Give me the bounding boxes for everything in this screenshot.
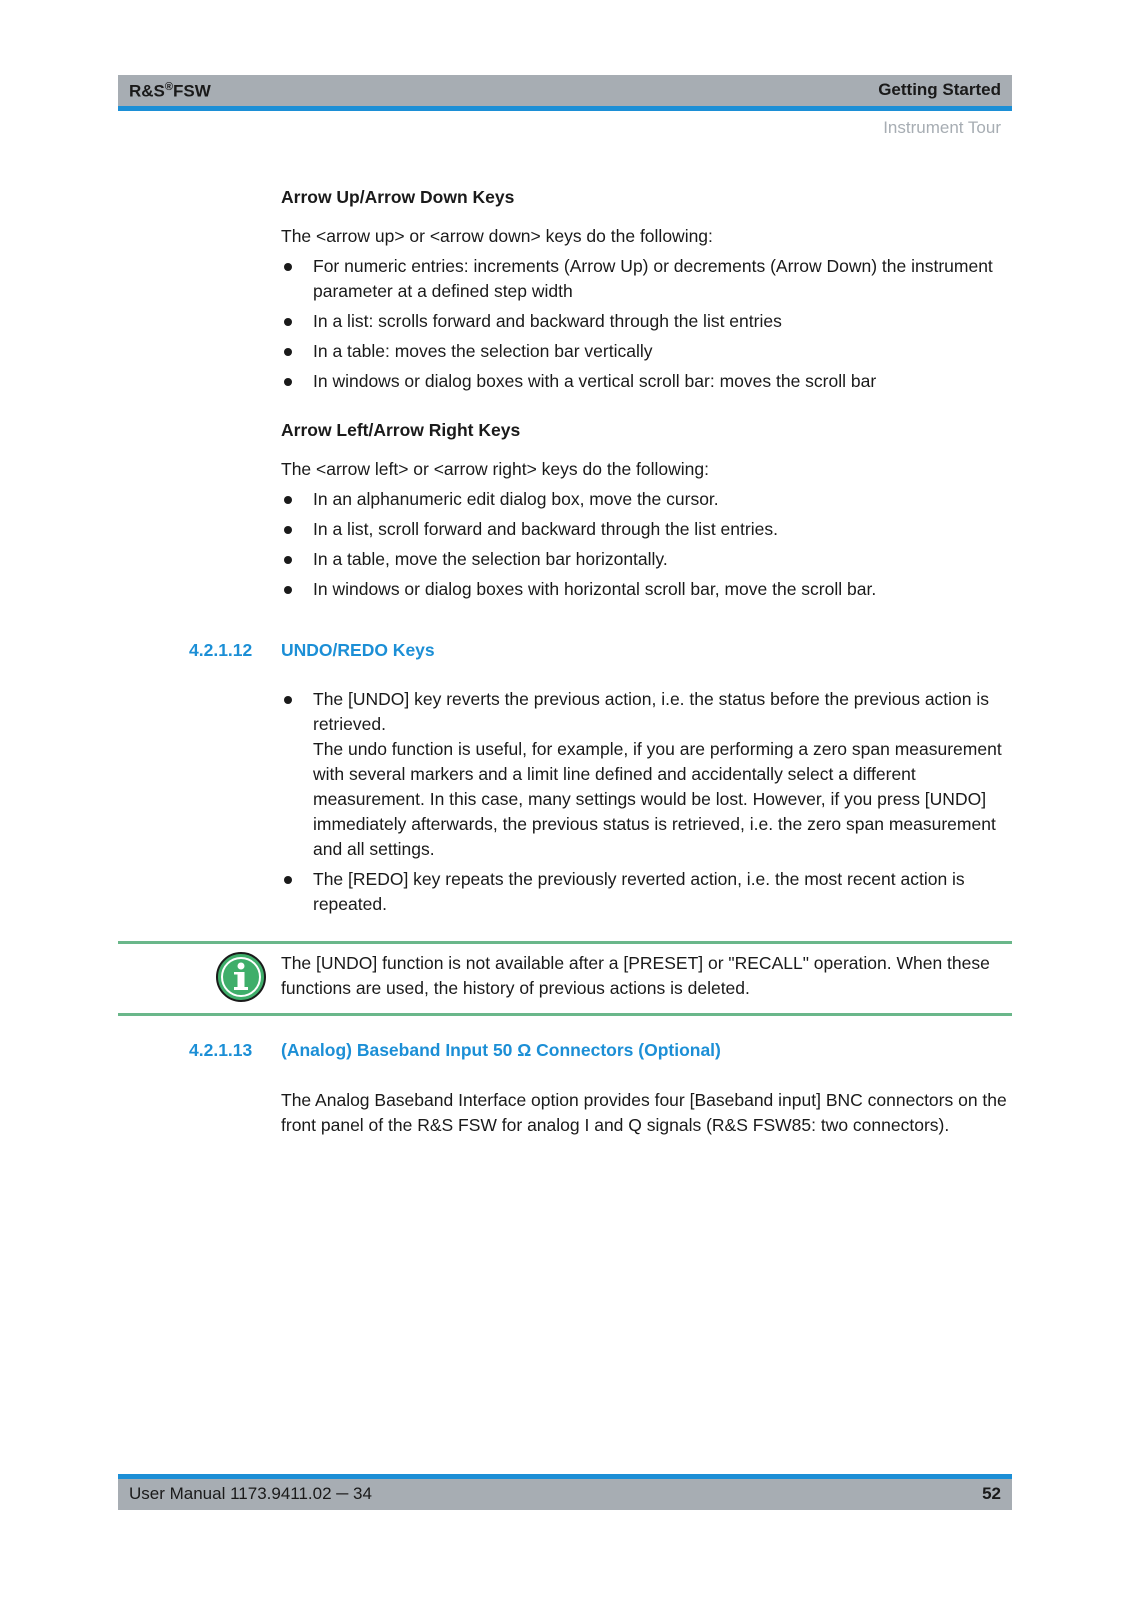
- header-chapter: Getting Started: [878, 80, 1001, 99]
- list-undo-redo: [281, 687, 1013, 922]
- undo-item-text: The [UNDO] key reverts the previous action, i.e. the status before the previous action is retrieved.: [313, 689, 990, 734]
- heading-arrow-leftright: Arrow Left/Arrow Right Keys: [281, 420, 521, 440]
- intro-arrow-leftright: The <arrow left> or <arrow right> keys do the following:: [281, 459, 709, 479]
- header-section: Instrument Tour: [883, 118, 1001, 137]
- note-rule-bottom: [118, 1013, 1012, 1016]
- footer-page-number: 52: [982, 1484, 1001, 1503]
- list-arrow-leftright: [281, 487, 1013, 607]
- list-item: In windows or dialog boxes with horizontal scroll bar, move the scroll bar.: [281, 577, 1013, 602]
- list-item: [281, 687, 1013, 862]
- section-number-baseband: 4.2.1.13: [189, 1040, 253, 1060]
- page-header: [118, 75, 1012, 111]
- list-item: In a table: moves the selection bar vertically: [281, 339, 1013, 364]
- baseband-text: The Analog Baseband Interface option provides four [Baseband input] BNC connectors on the front panel of the R&S FSW for analog I and Q signals (R&S FSW85: two connectors).: [281, 1090, 1007, 1135]
- undo-item-detail: The undo function is useful, for example, if you are performing a zero span measurement with several markers and a limit line defined and accidentally select a different measurement. In this case, many settings would be lost. However, if you press [UNDO] immediately afterwards, the previous status is retrieved, i.e. the zero span measurement and all settings.: [313, 739, 1002, 859]
- section-title-undo-redo: UNDO/REDO Keys: [281, 640, 435, 660]
- list-item: In windows or dialog boxes with a vertical scroll bar: moves the scroll bar: [281, 369, 1013, 394]
- list-arrow-updown: [281, 254, 1013, 399]
- info-icon: [215, 951, 267, 1003]
- list-item: For numeric entries: increments (Arrow Up) or decrements (Arrow Down) the instrument parameter at a defined step width: [281, 254, 1013, 304]
- footer-manual: User Manual 1173.9411.02 ─ 34: [129, 1484, 372, 1503]
- list-item: In an alphanumeric edit dialog box, move the cursor.: [281, 487, 1013, 512]
- list-item: In a list: scrolls forward and backward through the list entries: [281, 309, 1013, 334]
- page-footer: [118, 1474, 1012, 1510]
- list-item: In a table, move the selection bar horizontally.: [281, 547, 1013, 572]
- list-item: The [REDO] key repeats the previously reverted action, i.e. the most recent action is repeated.: [281, 867, 1013, 917]
- header-product: R&S®FSW: [129, 81, 211, 101]
- section-number-undo-redo: 4.2.1.12: [189, 640, 253, 660]
- heading-arrow-updown: Arrow Up/Arrow Down Keys: [281, 187, 515, 207]
- list-item: In a list, scroll forward and backward through the list entries.: [281, 517, 1013, 542]
- note-text: The [UNDO] function is not available after a [PRESET] or "RECALL" operation. When these functions are used, the history of previous actions is deleted.: [281, 953, 990, 998]
- note-rule-top: [118, 941, 1012, 944]
- section-title-baseband: (Analog) Baseband Input 50 Ω Connectors (Optional): [281, 1040, 721, 1060]
- intro-arrow-updown: The <arrow up> or <arrow down> keys do the following:: [281, 226, 713, 246]
